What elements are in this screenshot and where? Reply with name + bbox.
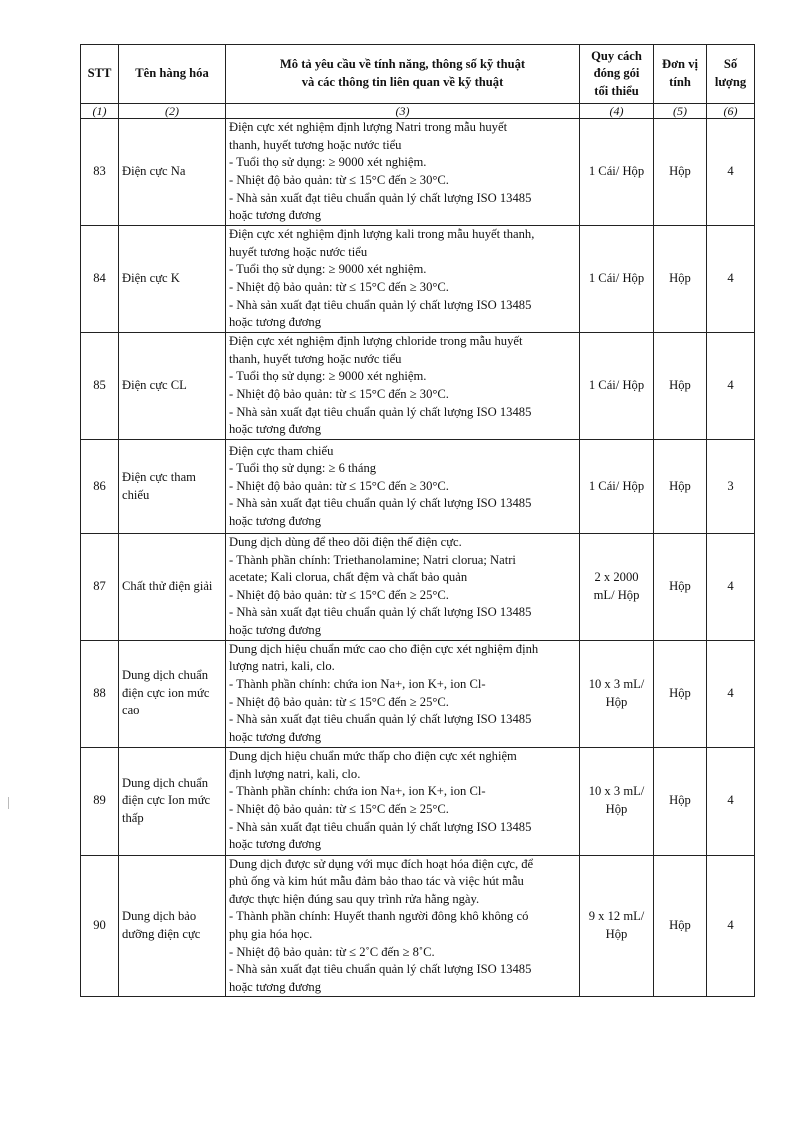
cell-quantity: 4 bbox=[707, 333, 755, 440]
header-qty bbox=[707, 45, 755, 104]
description-line: - Nhà sản xuất đạt tiêu chuẩn quản lý chất lượng ISO 13485 bbox=[229, 404, 532, 419]
cell-packaging bbox=[580, 333, 654, 440]
description-line: - Nhiệt độ bảo quản: từ ≤ 15°C đến ≥ 30°C. bbox=[229, 280, 449, 294]
cell-stt: 83 bbox=[81, 119, 119, 226]
table-row bbox=[81, 333, 755, 440]
header-desc bbox=[226, 45, 580, 104]
item-name-line: Chất thử điện giải bbox=[122, 578, 213, 593]
description-line: - Nhà sản xuất đạt tiêu chuẩn quản lý chất lượng ISO 13485 bbox=[229, 712, 532, 727]
item-name-line: chiếu bbox=[122, 487, 150, 502]
packaging-line: 1 Cái/ Hộp bbox=[588, 271, 645, 286]
cell-item-name bbox=[119, 855, 226, 997]
item-name-line: Điện cực Na bbox=[122, 164, 186, 179]
description-line: hoặc tương đương bbox=[229, 622, 322, 637]
cell-unit: Hộp bbox=[654, 534, 707, 641]
item-name-line: Điện cực K bbox=[122, 271, 180, 286]
table-row bbox=[81, 855, 755, 997]
description-line: Dung dịch được sử dụng với mục đích hoạt hóa điện cực, để bbox=[229, 856, 534, 871]
cell-item-name bbox=[119, 226, 226, 333]
description-line: - Tuổi thọ sử dụng: ≥ 9000 xét nghiệm. bbox=[229, 155, 427, 170]
description-line: - Nhiệt độ bảo quản: từ ≤ 15°C đến ≥ 25°C. bbox=[229, 587, 449, 602]
description-line: - Nhà sản xuất đạt tiêu chuẩn quản lý chất lượng ISO 13485 bbox=[229, 190, 532, 205]
description-line: Dung dịch dùng để theo dõi điện thế điện cực. bbox=[229, 535, 462, 549]
cell-description bbox=[226, 534, 580, 641]
header-desc-line: và các thông tin liên quan về kỹ thuật bbox=[301, 75, 504, 89]
cell-quantity: 4 bbox=[707, 119, 755, 226]
cell-description bbox=[226, 747, 580, 855]
cell-packaging bbox=[580, 119, 654, 226]
description-line: định lượng natri, kali, clo. bbox=[229, 766, 361, 781]
cell-packaging bbox=[580, 534, 654, 641]
header-stt: STT bbox=[81, 45, 119, 104]
description-line: hoặc tương đương bbox=[229, 513, 322, 528]
description-line: thanh, huyết tương hoặc nước tiểu bbox=[229, 351, 402, 366]
cell-quantity: 4 bbox=[707, 747, 755, 855]
table-row bbox=[81, 534, 755, 641]
description-line: Dung dịch hiệu chuẩn mức thấp cho điện cực xét nghiệm bbox=[229, 749, 517, 764]
table-row bbox=[81, 119, 755, 226]
cell-quantity: 4 bbox=[707, 534, 755, 641]
item-name-line: Dung dịch chuẩn bbox=[122, 775, 209, 790]
column-index-row bbox=[81, 104, 755, 119]
description-line: - Tuổi thọ sử dụng: ≥ 9000 xét nghiệm. bbox=[229, 262, 427, 277]
cell-item-name bbox=[119, 640, 226, 747]
description-line: hoặc tương đương bbox=[229, 208, 322, 223]
description-line: acetate; Kali clorua, chất đệm và chất bảo quản bbox=[229, 570, 468, 585]
cell-stt: 86 bbox=[81, 440, 119, 534]
description-line: - Nhiệt độ bảo quản: từ ≤ 15°C đến ≥ 30°C. bbox=[229, 387, 449, 401]
cell-packaging bbox=[580, 226, 654, 333]
table-row bbox=[81, 440, 755, 534]
item-name-line: điện cực ion mức bbox=[122, 685, 210, 700]
cell-description bbox=[226, 119, 580, 226]
description-line: - Nhà sản xuất đạt tiêu chuẩn quản lý chất lượng ISO 13485 bbox=[229, 605, 532, 620]
packaging-line: 9 x 12 mL/ bbox=[588, 909, 645, 924]
cell-item-name bbox=[119, 333, 226, 440]
cell-item-name bbox=[119, 119, 226, 226]
description-line: hoặc tương đương bbox=[229, 837, 322, 852]
header-unit-line: Đơn vị bbox=[661, 57, 699, 72]
column-index: (4) bbox=[580, 104, 654, 119]
column-index: (2) bbox=[119, 104, 226, 119]
header-pack-line: tối thiểu bbox=[594, 83, 639, 98]
cell-stt: 87 bbox=[81, 534, 119, 641]
item-name-line: điện cực Ion mức bbox=[122, 793, 211, 808]
description-line: phụ gia hóa học. bbox=[229, 926, 313, 941]
table-row bbox=[81, 640, 755, 747]
cell-unit: Hộp bbox=[654, 119, 707, 226]
header-desc-line: Mô tả yêu cầu về tính năng, thông số kỹ thuật bbox=[279, 57, 526, 72]
column-index: (3) bbox=[226, 104, 580, 119]
description-line: - Thành phần chính: chứa ion Na+, ion K+, ion Cl- bbox=[229, 784, 486, 799]
header-name: Tên hàng hóa bbox=[119, 45, 226, 104]
item-name-line: cao bbox=[122, 703, 140, 718]
header-row bbox=[81, 45, 755, 104]
cell-stt: 85 bbox=[81, 333, 119, 440]
description-line: huyết tương hoặc nước tiểu bbox=[229, 244, 368, 259]
cell-unit: Hộp bbox=[654, 640, 707, 747]
table-row bbox=[81, 747, 755, 855]
header-pack-line: đóng gói bbox=[593, 66, 640, 81]
item-name-line: Điện cực tham bbox=[122, 469, 196, 484]
header-unit bbox=[654, 45, 707, 104]
cell-quantity: 4 bbox=[707, 855, 755, 997]
description-line: - Nhà sản xuất đạt tiêu chuẩn quản lý chất lượng ISO 13485 bbox=[229, 962, 532, 977]
packaging-line: 1 Cái/ Hộp bbox=[588, 478, 645, 493]
item-name-line: Dung dịch bảo bbox=[122, 909, 197, 924]
packaging-line: mL/ Hộp bbox=[593, 587, 640, 602]
description-line: - Nhiệt độ bảo quản: từ ≤ 15°C đến ≥ 25°C. bbox=[229, 694, 449, 709]
packaging-line: 2 x 2000 bbox=[594, 570, 639, 585]
header-qty-line: lượng bbox=[714, 75, 747, 89]
description-line: - Thành phần chính: Huyết thanh người đông khô không có bbox=[229, 909, 529, 924]
description-line: được thực hiện đúng sau quy trình rửa hằng ngày. bbox=[229, 891, 480, 906]
description-line: - Nhiệt độ bảo quản: từ ≤ 15°C đến ≥ 30°C. bbox=[229, 173, 449, 187]
description-line: hoặc tương đương bbox=[229, 729, 322, 744]
cell-packaging bbox=[580, 855, 654, 997]
description-line: - Nhà sản xuất đạt tiêu chuẩn quản lý chất lượng ISO 13485 bbox=[229, 496, 532, 511]
cell-packaging bbox=[580, 640, 654, 747]
cell-description bbox=[226, 226, 580, 333]
description-line: Điện cực xét nghiệm định lượng kali trong mẫu huyết thanh, bbox=[229, 227, 535, 242]
cell-description bbox=[226, 440, 580, 534]
description-line: phủ ống và kim hút mẫu đảm bảo thao tác và việc hút mẫu bbox=[229, 874, 524, 889]
header-pack bbox=[580, 45, 654, 104]
description-line: Điện cực xét nghiệm định lượng Natri trong mẫu huyết bbox=[229, 120, 508, 135]
description-line: - Nhà sản xuất đạt tiêu chuẩn quản lý chất lượng ISO 13485 bbox=[229, 819, 532, 834]
cell-packaging bbox=[580, 440, 654, 534]
cell-packaging bbox=[580, 747, 654, 855]
cell-unit: Hộp bbox=[654, 226, 707, 333]
packaging-line: Hộp bbox=[605, 926, 628, 941]
description-line: - Tuổi thọ sử dụng: ≥ 9000 xét nghiệm. bbox=[229, 369, 427, 384]
cell-unit: Hộp bbox=[654, 747, 707, 855]
cell-stt: 84 bbox=[81, 226, 119, 333]
cell-stt: 88 bbox=[81, 640, 119, 747]
packaging-line: 10 x 3 mL/ bbox=[588, 676, 645, 691]
cell-unit: Hộp bbox=[654, 333, 707, 440]
item-name-line: dưỡng điện cực bbox=[122, 926, 201, 941]
header-unit-line: tính bbox=[669, 75, 691, 89]
item-name-line: Dung dịch chuẩn bbox=[122, 668, 209, 683]
cell-item-name bbox=[119, 747, 226, 855]
description-line: Điện cực tham chiếu bbox=[229, 443, 334, 458]
cell-description bbox=[226, 855, 580, 997]
column-index: (6) bbox=[707, 104, 755, 119]
item-name-line: thấp bbox=[122, 810, 144, 825]
table-row bbox=[81, 226, 755, 333]
cell-description bbox=[226, 333, 580, 440]
column-index: (1) bbox=[81, 104, 119, 119]
description-line: - Thành phần chính: Triethanolamine; Natri clorua; Natri bbox=[229, 552, 516, 567]
cell-description bbox=[226, 640, 580, 747]
packaging-line: 1 Cái/ Hộp bbox=[588, 378, 645, 393]
cell-stt: 90 bbox=[81, 855, 119, 997]
cell-quantity: 3 bbox=[707, 440, 755, 534]
specification-table bbox=[80, 44, 755, 997]
description-line: - Nhiệt độ bảo quản: từ ≤ 15°C đến ≥ 25°C. bbox=[229, 802, 449, 817]
scan-margin-mark bbox=[8, 797, 9, 809]
header-pack-line: Quy cách bbox=[591, 48, 642, 63]
packaging-line: Hộp bbox=[605, 694, 628, 709]
packaging-line: 1 Cái/ Hộp bbox=[588, 164, 645, 179]
table-body bbox=[81, 119, 755, 997]
header-qty-line: Số bbox=[723, 57, 738, 72]
description-line: - Nhà sản xuất đạt tiêu chuẩn quản lý chất lượng ISO 13485 bbox=[229, 297, 532, 312]
cell-item-name bbox=[119, 440, 226, 534]
description-line: - Tuổi thọ sử dụng: ≥ 6 tháng bbox=[229, 461, 377, 476]
description-line: Điện cực xét nghiệm định lượng chloride trong mẫu huyết bbox=[229, 334, 523, 349]
packaging-line: Hộp bbox=[605, 802, 628, 817]
cell-quantity: 4 bbox=[707, 640, 755, 747]
cell-unit: Hộp bbox=[654, 855, 707, 997]
cell-stt: 89 bbox=[81, 747, 119, 855]
column-index: (5) bbox=[654, 104, 707, 119]
item-name-line: Điện cực CL bbox=[122, 378, 187, 393]
description-line: - Thành phần chính: chứa ion Na+, ion K+, ion Cl- bbox=[229, 676, 486, 691]
cell-quantity: 4 bbox=[707, 226, 755, 333]
packaging-line: 10 x 3 mL/ bbox=[588, 784, 645, 799]
cell-item-name bbox=[119, 534, 226, 641]
description-line: hoặc tương đương bbox=[229, 979, 322, 994]
description-line: hoặc tương đương bbox=[229, 422, 322, 437]
description-line: Dung dịch hiệu chuẩn mức cao cho điện cực xét nghiệm định bbox=[229, 641, 539, 656]
description-line: - Nhiệt độ bảo quản: từ ≤ 15°C đến ≥ 30°C. bbox=[229, 478, 449, 493]
description-line: lượng natri, kali, clo. bbox=[229, 659, 335, 674]
cell-unit: Hộp bbox=[654, 440, 707, 534]
description-line: - Nhiệt độ bảo quản: từ ≤ 2˚C đến ≥ 8˚C. bbox=[229, 944, 435, 959]
description-line: hoặc tương đương bbox=[229, 315, 322, 330]
description-line: thanh, huyết tương hoặc nước tiểu bbox=[229, 137, 402, 152]
